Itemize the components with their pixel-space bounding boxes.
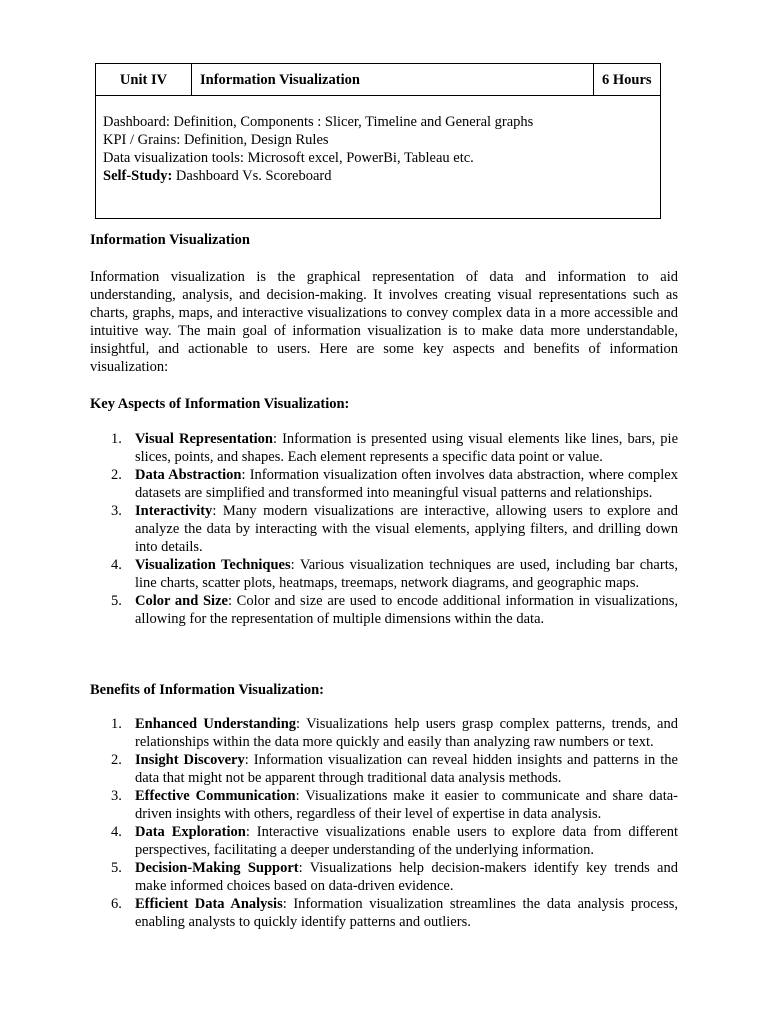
list-number: 5. bbox=[111, 593, 122, 609]
list-number: 4. bbox=[111, 824, 122, 840]
list-text: : Information is presented using visual elements like lines, bars, pie slices, points, and shapes. Each element represents a specific data point or value. bbox=[135, 431, 679, 465]
list-number: 1. bbox=[111, 431, 122, 447]
list-term: Data Exploration bbox=[135, 824, 246, 840]
list-number: 3. bbox=[111, 503, 122, 519]
list-text: : Visualizations help users grasp complex patterns, trends, and relationships within the data more quickly and easily than analyzing raw numbers or text. bbox=[135, 716, 678, 750]
unit-hours: 6 Hours bbox=[594, 64, 661, 96]
list-term: Visual Representation bbox=[135, 431, 273, 447]
unit-number: Unit IV bbox=[96, 64, 192, 96]
list-item bbox=[90, 466, 678, 502]
key-aspects-list bbox=[90, 430, 678, 628]
list-number: 5. bbox=[111, 860, 122, 876]
list-item bbox=[90, 751, 678, 787]
list-term: Interactivity bbox=[135, 503, 213, 519]
list-item bbox=[90, 787, 678, 823]
topic-line: Dashboard: Definition, Components : Slicer, Timeline and General graphs bbox=[103, 114, 534, 130]
self-study-label: Self-Study: bbox=[103, 168, 173, 184]
unit-content-row bbox=[96, 96, 661, 219]
section-heading bbox=[90, 231, 678, 249]
list-item bbox=[90, 556, 678, 592]
list-text: : Visualizations make it easier to communicate and share data-driven insights with others, regardless of their level of expertise in data analysis. bbox=[135, 788, 678, 822]
list-text: : Color and size are used to encode additional information in visualizations, allowing for the representation of multiple dimensions within the data. bbox=[135, 593, 678, 627]
unit-topics bbox=[96, 96, 661, 219]
self-study-text: Dashboard Vs. Scoreboard bbox=[172, 168, 332, 184]
list-term: Color and Size bbox=[135, 593, 228, 609]
unit-title: Information Visualization bbox=[192, 64, 594, 96]
list-number: 1. bbox=[111, 716, 122, 732]
list-term: Visualization Techniques bbox=[135, 557, 291, 573]
key-aspects-list-block bbox=[90, 430, 678, 628]
list-item bbox=[90, 715, 678, 751]
benefits-heading-block bbox=[90, 681, 678, 699]
list-text: : Various visualization techniques are used, including bar charts, line charts, scatter plots, heatmaps, treemaps, network diagrams, and geographic maps. bbox=[135, 557, 678, 591]
unit-table bbox=[95, 63, 661, 219]
list-text: : Information visualization streamlines the data analysis process, enabling analysts to quickly identify patterns and outliers. bbox=[135, 896, 679, 930]
list-number: 2. bbox=[111, 752, 122, 768]
topic-line: Data visualization tools: Microsoft excel, PowerBi, Tableau etc. bbox=[103, 150, 474, 166]
intro-paragraph: Information visualization is the graphical representation of data and information to aid understanding, analysis, and decision-making. It involves creating visual representations such as charts, graphs, maps, and interactive visualizations to convey complex data in a more accessible and intuitive way. The main goal of information visualization is to make data more understandable, insightful, and actionable to users. Here are some key aspects and benefits of information visualization: bbox=[90, 269, 678, 375]
list-number: 3. bbox=[111, 788, 122, 804]
list-term: Decision-Making Support bbox=[135, 860, 299, 876]
list-item bbox=[90, 859, 678, 895]
list-text: : Information visualization can reveal hidden insights and patterns in the data that might not be apparent through traditional data analysis methods. bbox=[135, 752, 678, 786]
list-item bbox=[90, 895, 678, 931]
list-item bbox=[90, 430, 678, 466]
list-text: : Many modern visualizations are interactive, allowing users to explore and analyze the data by interacting with the visual elements, applying filters, and drilling down into details. bbox=[135, 503, 678, 555]
section-title: Information Visualization bbox=[90, 232, 250, 248]
list-term: Enhanced Understanding bbox=[135, 716, 297, 732]
list-text: : Information visualization often involves data abstraction, where complex datasets are simplified and transformed into meaningful visual patterns and relationships. bbox=[135, 467, 678, 501]
benefits-heading: Benefits of Information Visualization: bbox=[90, 682, 325, 698]
list-number: 6. bbox=[111, 896, 122, 912]
benefits-list bbox=[90, 715, 678, 931]
unit-header-row bbox=[96, 64, 661, 96]
list-number: 4. bbox=[111, 557, 122, 573]
list-item bbox=[90, 592, 678, 628]
list-item bbox=[90, 502, 678, 556]
list-term: Insight Discovery bbox=[135, 752, 245, 768]
self-study-line bbox=[103, 167, 652, 185]
topic-line: KPI / Grains: Definition, Design Rules bbox=[103, 132, 329, 148]
list-term: Data Abstraction bbox=[135, 467, 242, 483]
list-term: Efficient Data Analysis bbox=[135, 896, 283, 912]
key-aspects-heading: Key Aspects of Information Visualization: bbox=[90, 396, 350, 412]
list-text: : Visualizations help decision-makers identify key trends and make informed choices based on data-driven evidence. bbox=[135, 860, 678, 894]
list-text: : Interactive visualizations enable users to explore data from different perspectives, facilitating a deeper understanding of the underlying information. bbox=[135, 824, 679, 858]
list-term: Effective Communication bbox=[135, 788, 296, 804]
list-item bbox=[90, 823, 678, 859]
benefits-list-block bbox=[90, 715, 678, 931]
key-aspects-heading-block bbox=[90, 395, 678, 413]
list-number: 2. bbox=[111, 467, 122, 483]
